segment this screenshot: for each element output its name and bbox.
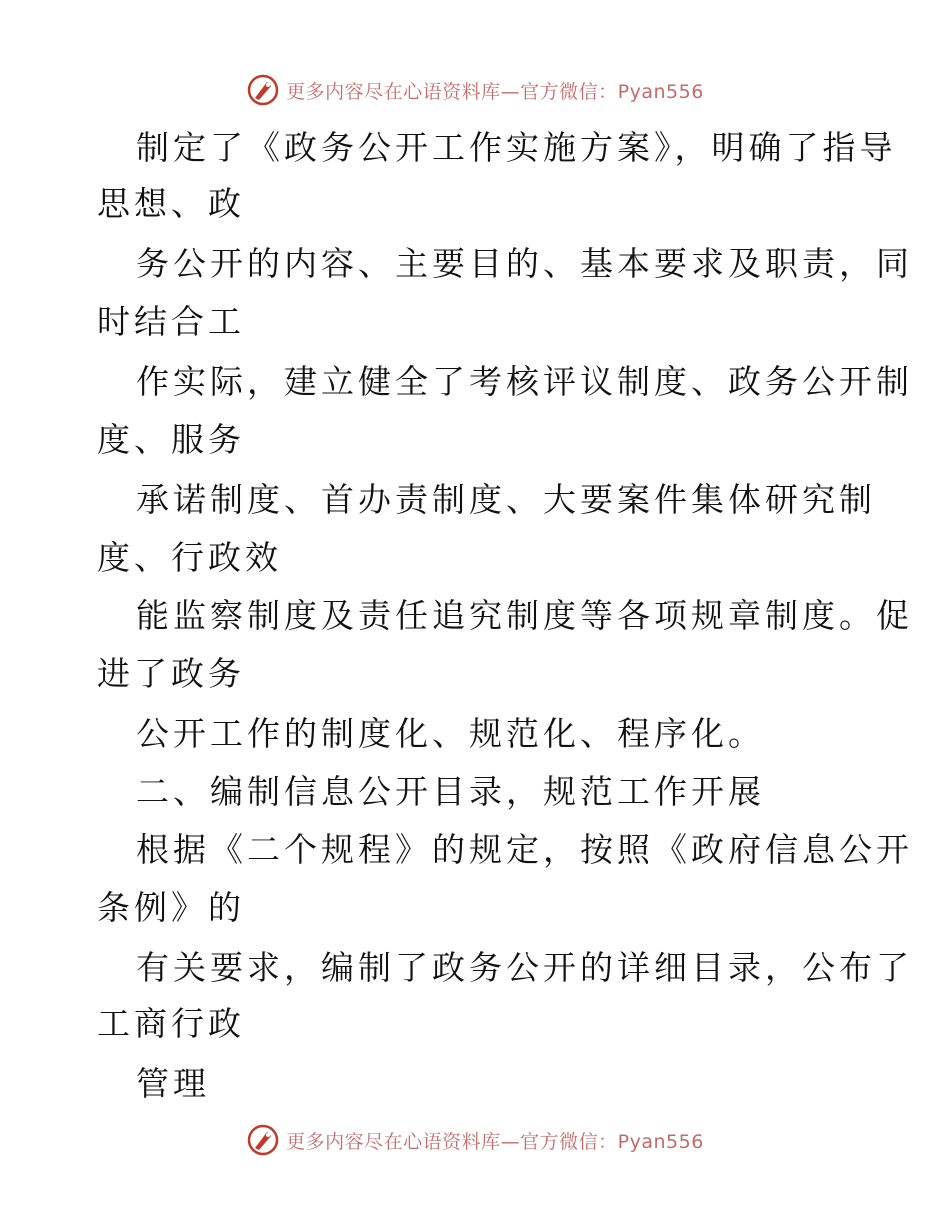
text-line: 能监察制度及责任追究制度等各项规章制度。促 <box>136 596 913 635</box>
text-line: 管理 <box>136 1064 210 1103</box>
text-line: 工商行政 <box>97 1004 245 1043</box>
footer-watermark <box>0 1120 950 1160</box>
text-line: 进了政务 <box>97 654 245 693</box>
text-line: 度、服务 <box>97 420 245 459</box>
pen-nib-icon <box>246 1123 280 1157</box>
text-line: 思想、政 <box>97 184 245 223</box>
section-heading: 二、编制信息公开目录，规范工作开展 <box>136 772 765 811</box>
text-line: 度、行政效 <box>97 538 282 577</box>
watermark-text: 更多内容尽在心语资料库—官方微信：Pyan556 <box>286 1130 704 1153</box>
text-line: 时结合工 <box>97 302 245 341</box>
text-line: 务公开的内容、主要目的、基本要求及职责，同 <box>136 244 913 283</box>
header-watermark <box>0 70 950 110</box>
text-line: 公开工作的制度化、规范化、程序化。 <box>136 714 765 753</box>
pen-nib-icon <box>246 73 280 107</box>
text-line: 有关要求，编制了政务公开的详细目录，公布了 <box>136 948 913 987</box>
text-line: 条例》的 <box>97 888 245 927</box>
text-line: 承诺制度、首办责制度、大要案件集体研究制 <box>136 480 876 519</box>
watermark-text: 更多内容尽在心语资料库—官方微信：Pyan556 <box>286 80 704 103</box>
text-line: 根据《二个规程》的规定，按照《政府信息公开 <box>136 830 913 869</box>
text-line: 作实际，建立健全了考核评议制度、政务公开制 <box>136 362 913 401</box>
text-line: 制定了《政务公开工作实施方案》，明确了指导 <box>136 128 897 167</box>
